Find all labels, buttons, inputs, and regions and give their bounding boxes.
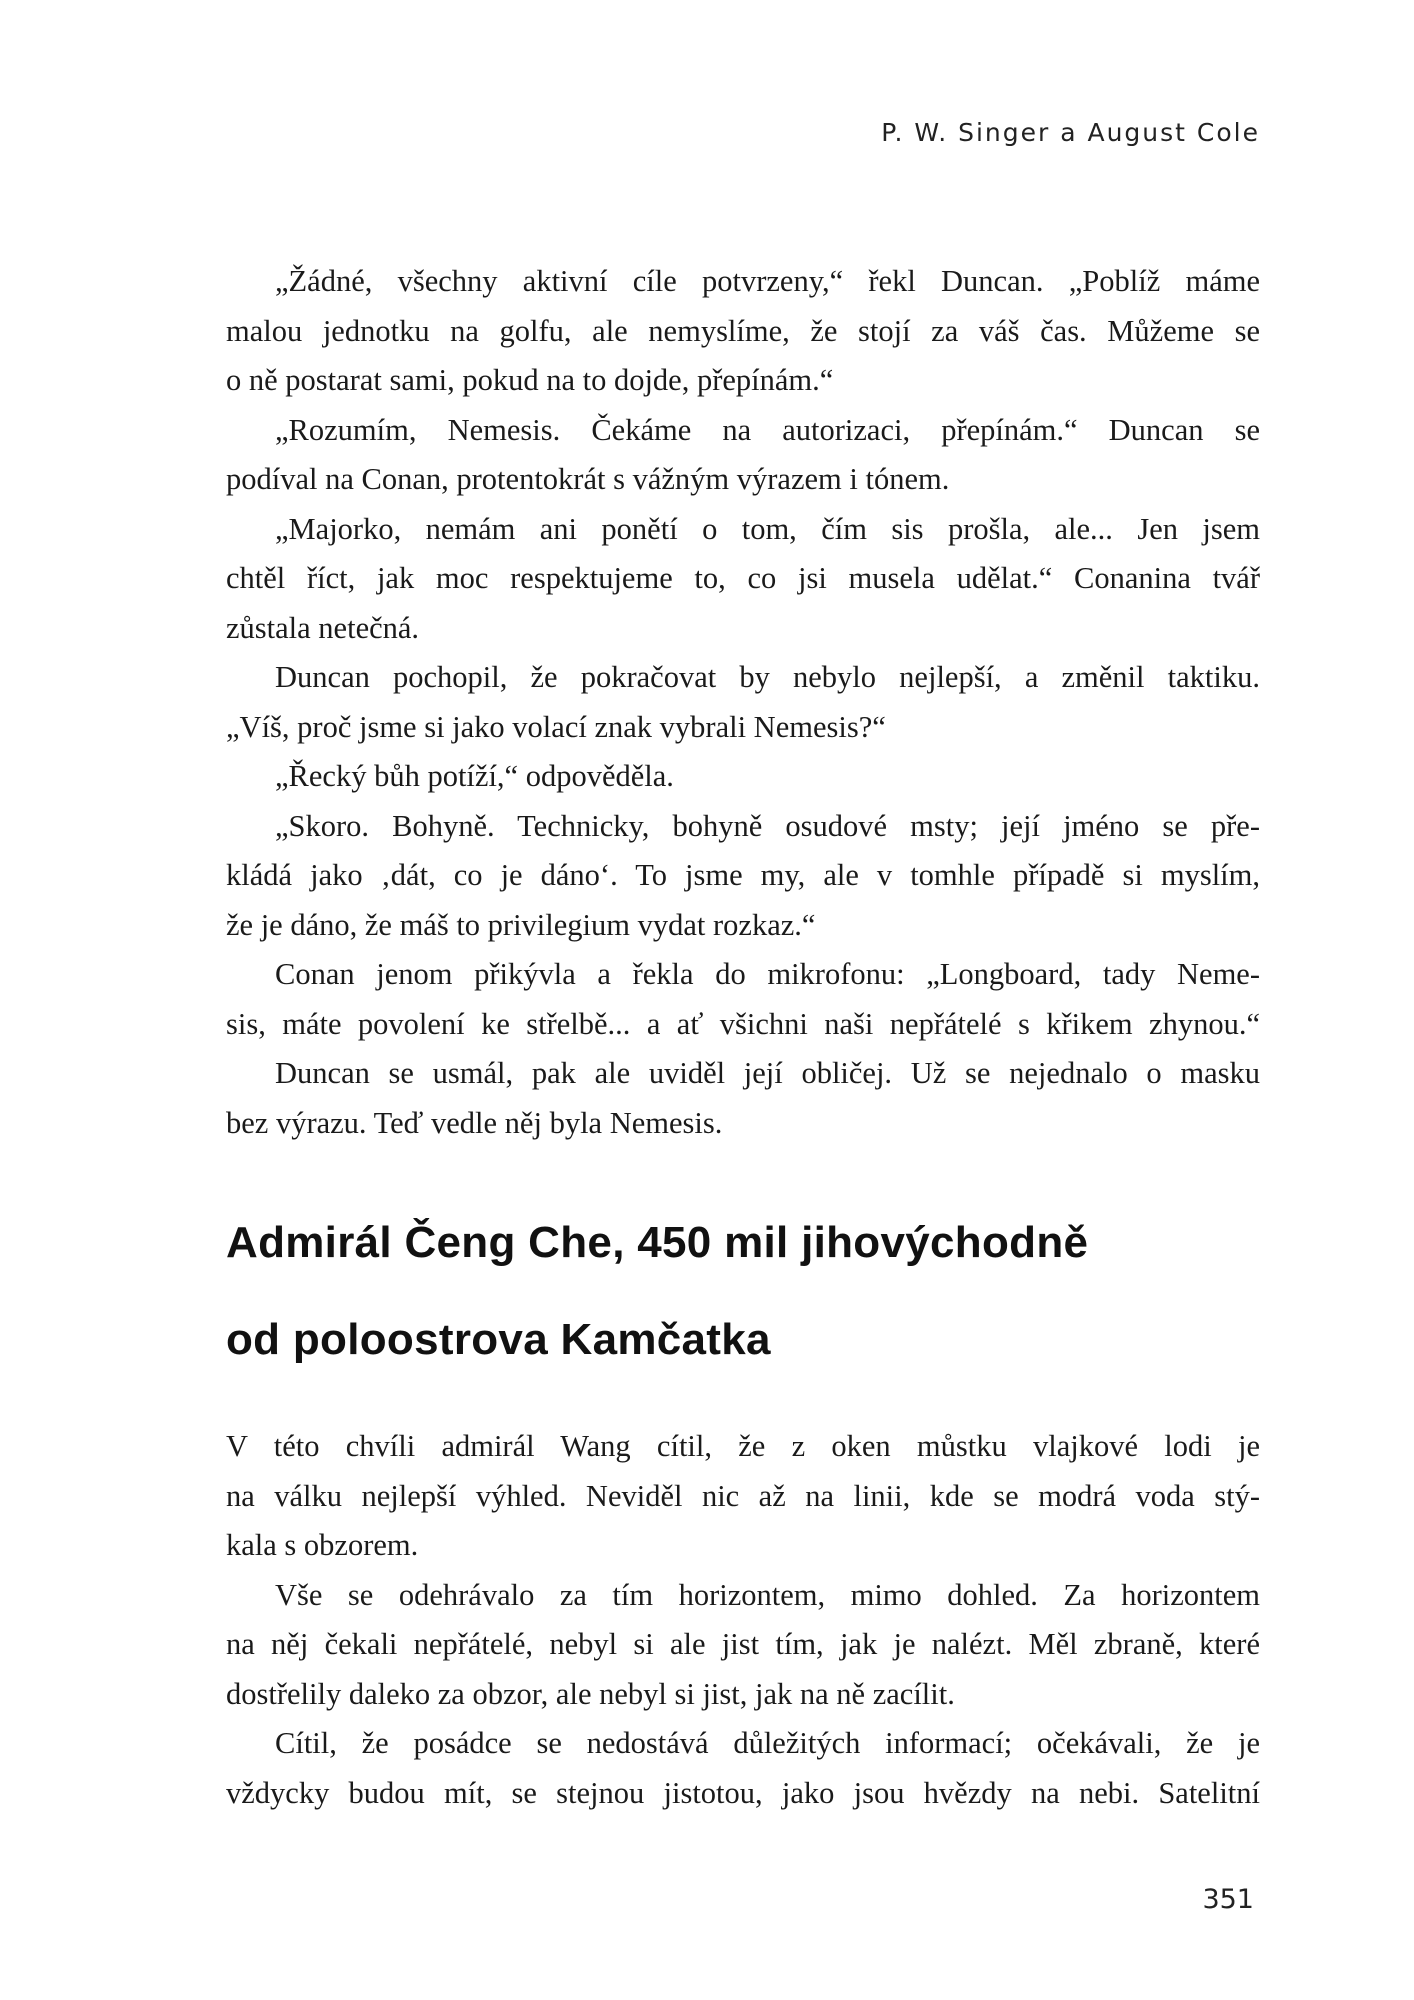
text-line: zůstala netečná. — [226, 610, 420, 645]
text-line: sis, máte povolení ke střelbě... a ať všichni naši nepřátelé s křikem zhynou.“ — [226, 1006, 1260, 1041]
text-line: „Víš, proč jsme si jako volací znak vybrali Nemesis?“ — [226, 709, 886, 744]
section-heading-line-2: od poloostrova Kamčatka — [226, 1315, 771, 1364]
text-line: Conan jenom přikývla a řekla do mikrofonu: „Longboard, tady Neme- — [275, 957, 1260, 991]
text-line: „Majorko, nemám ani ponětí o tom, čím sis prošla, ale... Jen jsem — [275, 511, 1260, 546]
text-line: o ně postarat sami, pokud na to dojde, přepínám.“ — [226, 363, 834, 397]
text-line: „Žádné, všechny aktivní cíle potvrzeny,“ řekl Duncan. „Poblíž máme — [275, 264, 1260, 298]
text-line: „Skoro. Bohyně. Technicky, bohyně osudové msty; její jméno se pře- — [275, 808, 1260, 843]
text-line: na něj čekali nepřátelé, nebyl si ale jist tím, jak je nalézt. Měl zbraně, které — [226, 1627, 1260, 1661]
text-line: „Rozumím, Nemesis. Čekáme na autorizaci, přepínám.“ Duncan se — [275, 412, 1260, 447]
body-text-section-1 — [226, 257, 1260, 1148]
text-line: kládá jako ‚dát, co je dáno‘. To jsme my, ale v tomhle případě si myslím, — [226, 858, 1260, 892]
text-line: Cítil, že posádce se nedostává důležitých informací; očekávali, že je — [275, 1726, 1260, 1760]
text-line: podíval na Conan, protentokrát s vážným výrazem i tónem. — [226, 462, 950, 496]
text-line: Duncan pochopil, že pokračovat by nebylo nejlepší, a změnil taktiku. — [275, 660, 1260, 694]
text-line: Vše se odehrávalo za tím horizontem, mimo dohled. Za horizontem — [275, 1577, 1260, 1612]
page-number: 351 — [1202, 1884, 1254, 1915]
text-line: chtěl říct, jak moc respektujeme to, co jsi musela udělat.“ Conanina tvář — [226, 561, 1260, 595]
text-line: kala s obzorem. — [226, 1528, 419, 1562]
text-line: bez výrazu. Teď vedle něj byla Nemesis. — [226, 1105, 723, 1140]
text-line: V této chvíli admirál Wang cítil, že z oken můstku vlajkové lodi je — [226, 1429, 1260, 1463]
text-line: na válku nejlepší výhled. Neviděl nic až na linii, kde se modrá voda stý- — [226, 1478, 1260, 1513]
text-line: dostřelily daleko za obzor, ale nebyl si jist, jak na ně zacílit. — [226, 1676, 955, 1711]
running-head: P. W. Singer a August Cole — [881, 118, 1260, 147]
text-line: že je dáno, že máš to privilegium vydat rozkaz.“ — [226, 907, 816, 942]
text-line: Duncan se usmál, pak ale uviděl její obličej. Už se nejednalo o masku — [275, 1056, 1260, 1090]
text-line: vždycky budou mít, se stejnou jistotou, jako jsou hvězdy na nebi. Satelitní — [226, 1775, 1260, 1810]
body-text-section-2 — [226, 1422, 1260, 1818]
text-line: malou jednotku na golfu, ale nemyslíme, že stojí za váš čas. Můžeme se — [226, 313, 1260, 348]
text-line: „Řecký bůh potíží,“ odpověděla. — [275, 759, 674, 793]
section-heading-line-1: Admirál Čeng Che, 450 mil jihovýchodně — [226, 1218, 1089, 1267]
